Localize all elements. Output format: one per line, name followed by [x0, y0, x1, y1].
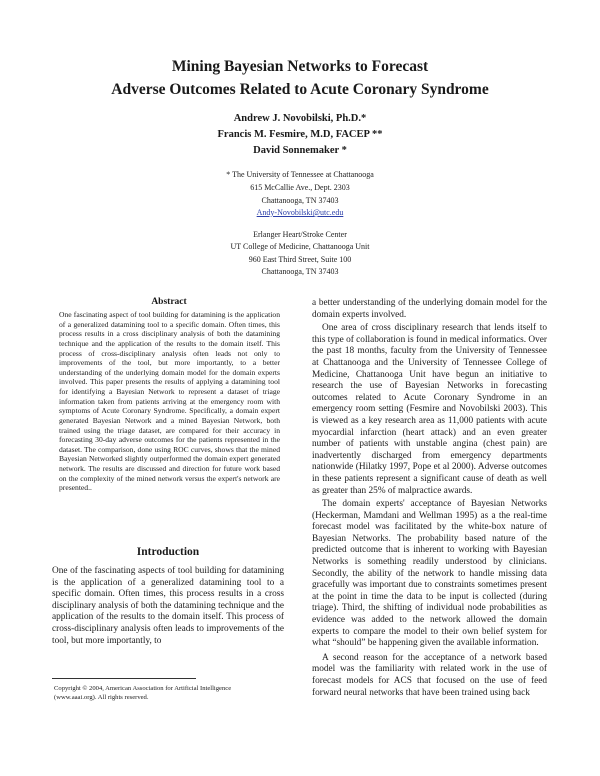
affiliation-2-line-4: Chattanooga, TN 37403	[261, 267, 339, 276]
affiliation-1-email-row	[0, 207, 600, 220]
author-sonnemaker: David Sonnemaker *	[253, 145, 347, 156]
abstract-text: One fascinating aspect of tool building for datamining is the application of a generalized datamining tool to a specific domain. Often times, this process results in a cross disciplinary analysis of both the datamining technique and the application of the results to the domain itself. This process of cross-disciplinary analysis often leads not only to improvements of the tool, but more importantly, to a better understanding of the underlying domain model for the domain experts involved. This paper presents the results of applying a datamining tool for identifying a Bayesian Network to represent a dataset of triage information taken from patients arriving at the emergency room with symptoms of Acute Coronary Syndrome. Specifically, a domain expert generated Bayesian Network and a mined Bayesian Network, both trained using the triage dataset, are compared for their accuracy in forecasting 30-day adverse outcomes for the patients represented in the dataset. The comparison, done using ROC curves, shows that the mined Bayesian Networked slightly outperformed the domain expert generated network. The results are discussed and direction for future work based on the complexity of the mined network versus the expert's network are presented..	[59, 310, 280, 493]
paragraph-second-reason: A second reason for the acceptance of a network based model was the familiarity with related work in the use of forecast models for ACS that focused on the use of feed forward neural networks that have been trained using back	[312, 652, 547, 698]
paper-title-line-2: Adverse Outcomes Related to Acute Coronary Syndrome	[111, 81, 489, 98]
paragraph-medical-informatics: One area of cross disciplinary research that lends itself to this type of collaboration is found in medical informatics. Over the past 18 months, faculty from the University of Tennessee at Chattanooga and the University of Tennessee College of Medicine, Chattanooga Unit have begun an initiative to research the use of Bayesian Networks in forecasting outcomes related to Acute Coronary Syndrome in an emergency room setting (Fesmire and Novobilski 2003). This is viewed as a key research area as 11,000 patients with acute myocardial infarction (heart attack) and an even greater number of patients with unstable angina (chest pain) are inadvertently discharged from emergency departments nationwide (Hilatky 1997, Pope et al 2000). Adverse outcomes in these patients represent a significant cause of death as well as greater than 25% of malpractice awards.	[312, 323, 547, 496]
author-email-link[interactable]: Andy-Novobilski@utc.edu	[256, 208, 344, 217]
affiliation-2-line-3: 960 East Third Street, Suite 100	[248, 255, 352, 264]
paper-title-line-1: Mining Bayesian Networks to Forecast	[171, 58, 429, 75]
affiliation-1-line-3: Chattanooga, TN 37403	[261, 196, 339, 205]
copyright-line-1: Copyright © 2004, American Association for Artificial Intelligence	[54, 685, 232, 692]
copyright-line-2: (www.aaai.org). All rights reserved.	[54, 694, 149, 701]
abstract-heading: Abstract	[151, 297, 187, 307]
affiliation-1-line-2: 615 McCallie Ave., Dept. 2303	[250, 183, 350, 192]
introduction-text: One of the fascinating aspects of tool building for datamining is the application of a generalized datamining tool to a specific domain. Often times, this process results in a cross disciplinary analysis of both the datamining technique and the application of the results to the domain itself. This process of cross-disciplinary analysis often leads to improvements of the tool, but more importantly, to	[52, 566, 284, 646]
introduction-body	[52, 566, 284, 647]
affiliation-2-line-2: UT College of Medicine, Chattanooga Unit	[230, 242, 370, 251]
right-column	[312, 298, 547, 699]
author-novobilski: Andrew J. Novobilski, Ph.D.*	[233, 113, 367, 124]
paragraph-domain-acceptance: The domain experts' acceptance of Bayesian Networks (Heckerman, Mamdani and Wellman 1995) as a the real-time forecast model was facilitated by the white-box nature of Bayesian Networks. The probability based nature of the predicted outcome that is inherent to working with Bayesian Networks is something readily understood by clinicians. Secondly, the ability of the network to handle missing data gracefully was important due to constraints sometimes present at the point in time the data to be input is collected (during triage). Third, the shifting of individual node probabilities as evidence was added to the network allowed the domain experts to compare the model to their own belief system for what “should” be happening given the available information.	[312, 499, 547, 649]
right-column-continuation: a better understanding of the underlying domain model for the domain experts involved.	[312, 298, 547, 320]
introduction-heading: Introduction	[136, 546, 200, 558]
author-fesmire: Francis M. Fesmire, M.D, FACEP **	[217, 129, 383, 140]
affiliation-2-line-1: Erlanger Heart/Stroke Center	[253, 230, 347, 239]
affiliation-1-line-1: * The University of Tennessee at Chattanooga	[226, 170, 374, 179]
abstract-body	[59, 310, 280, 493]
footnote-divider	[52, 678, 196, 679]
